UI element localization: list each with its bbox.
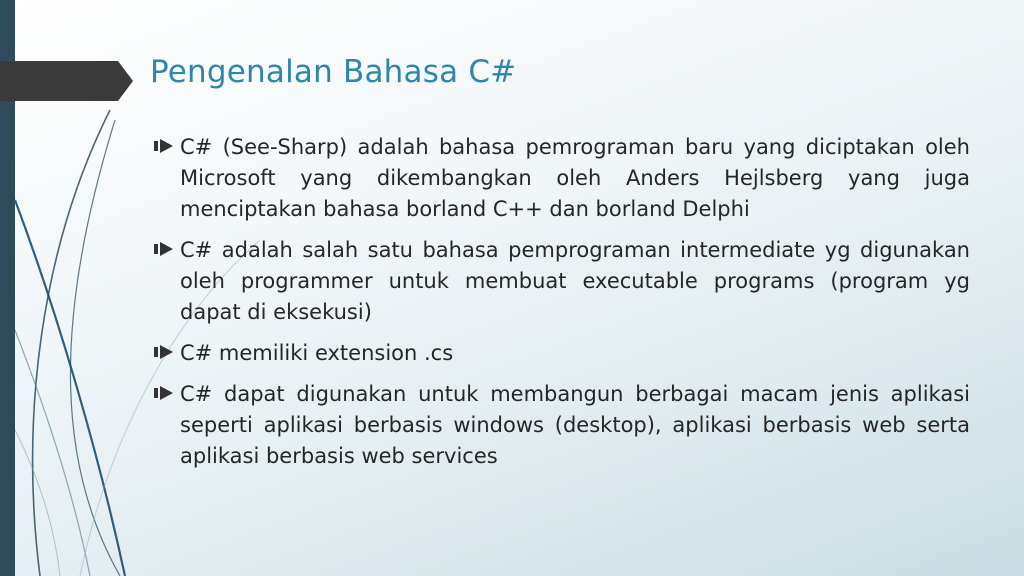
slide-title: Pengenalan Bahasa C# <box>150 54 517 90</box>
list-item <box>150 235 970 328</box>
arrow-bullet-icon <box>154 241 174 257</box>
bullet-list <box>150 132 970 482</box>
list-item <box>150 132 970 225</box>
arrow-bullet-icon <box>154 344 174 360</box>
list-item <box>150 338 970 369</box>
bullet-text: C# adalah salah satu bahasa pemprograman intermediate yg digunakan oleh programmer untuk membuat executable programs (program yg dapat di eksekusi) <box>180 238 970 324</box>
arrow-bullet-icon <box>154 385 174 401</box>
bullet-text: C# memiliki extension .cs <box>180 341 454 365</box>
list-item <box>150 379 970 472</box>
arrow-bullet-icon <box>154 138 174 154</box>
title-tab-arrow <box>0 0 140 576</box>
bullet-text: C# (See-Sharp) adalah bahasa pemrograman baru yang diciptakan oleh Microsoft yang dikembangkan oleh Anders Hejlsberg yang juga menciptakan bahasa borland C++ dan borland Delphi <box>180 135 970 221</box>
bullet-text: C# dapat digunakan untuk membangun berbagai macam jenis aplikasi seperti aplikasi berbasis windows (desktop), aplikasi berbasis web serta aplikasi berbasis web services <box>180 382 970 468</box>
